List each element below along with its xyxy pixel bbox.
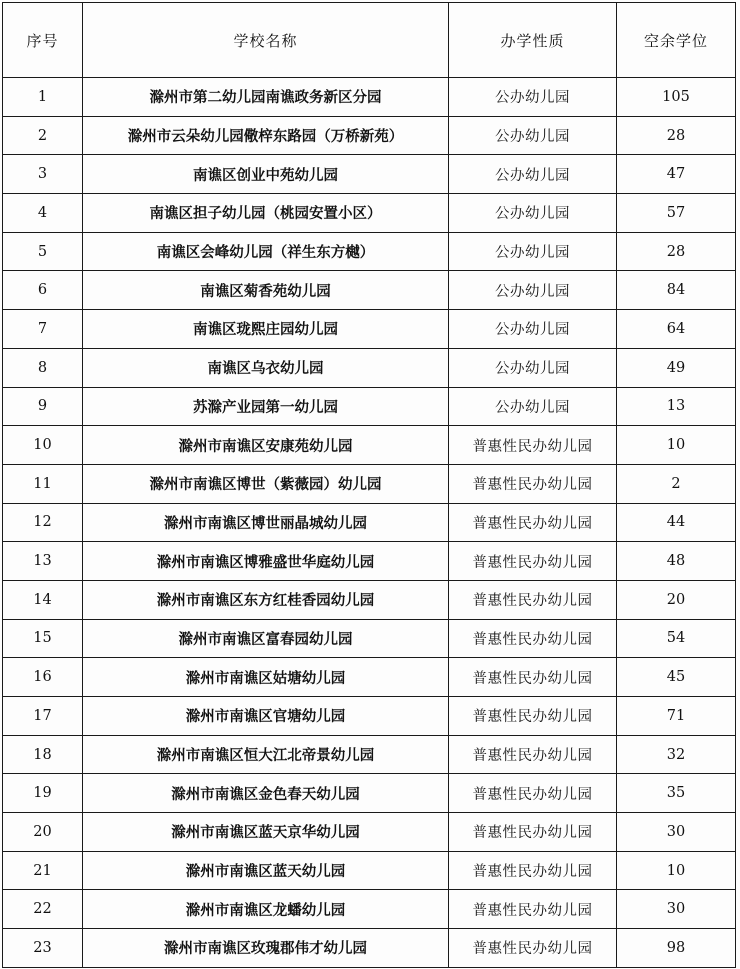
cell-serial-number: 16 bbox=[3, 658, 83, 697]
cell-serial-number: 15 bbox=[3, 619, 83, 658]
header-row bbox=[3, 3, 736, 78]
cell-school-type: 普惠性民办幼儿园 bbox=[449, 774, 617, 813]
cell-serial-number: 19 bbox=[3, 774, 83, 813]
cell-school-name: 南谯区乌衣幼儿园 bbox=[83, 348, 449, 387]
cell-serial-number: 21 bbox=[3, 851, 83, 890]
cell-school-type: 普惠性民办幼儿园 bbox=[449, 426, 617, 465]
table-body bbox=[3, 78, 736, 968]
cell-school-name: 滁州市南谯区官塘幼儿园 bbox=[83, 697, 449, 736]
cell-school-name: 滁州市第二幼儿园南谯政务新区分园 bbox=[83, 78, 449, 117]
cell-vacant-seats: 44 bbox=[617, 503, 736, 542]
table-row bbox=[3, 155, 736, 194]
cell-school-name: 滁州市南谯区恒大江北帝景幼儿园 bbox=[83, 735, 449, 774]
cell-vacant-seats: 2 bbox=[617, 464, 736, 503]
cell-school-type: 普惠性民办幼儿园 bbox=[449, 464, 617, 503]
cell-school-name: 南谯区会峰幼儿园（祥生东方樾） bbox=[83, 232, 449, 271]
cell-serial-number: 23 bbox=[3, 929, 83, 968]
table-row bbox=[3, 697, 736, 736]
cell-school-name: 滁州市南谯区安康苑幼儿园 bbox=[83, 426, 449, 465]
cell-school-type: 公办幼儿园 bbox=[449, 116, 617, 155]
cell-school-name: 南谯区创业中苑幼儿园 bbox=[83, 155, 449, 194]
cell-serial-number: 11 bbox=[3, 464, 83, 503]
cell-school-name: 滁州市南谯区博世（紫薇园）幼儿园 bbox=[83, 464, 449, 503]
header-serial-number: 序号 bbox=[3, 3, 83, 78]
cell-serial-number: 22 bbox=[3, 890, 83, 929]
cell-school-type: 公办幼儿园 bbox=[449, 348, 617, 387]
cell-serial-number: 14 bbox=[3, 580, 83, 619]
cell-serial-number: 9 bbox=[3, 387, 83, 426]
cell-vacant-seats: 10 bbox=[617, 426, 736, 465]
table-row bbox=[3, 194, 736, 233]
cell-school-name: 滁州市南谯区蓝天京华幼儿园 bbox=[83, 813, 449, 852]
cell-vacant-seats: 57 bbox=[617, 194, 736, 233]
table-row bbox=[3, 503, 736, 542]
cell-vacant-seats: 64 bbox=[617, 310, 736, 349]
cell-school-name: 南谯区担子幼儿园（桃园安置小区） bbox=[83, 194, 449, 233]
table-row bbox=[3, 851, 736, 890]
cell-school-type: 普惠性民办幼儿园 bbox=[449, 542, 617, 581]
cell-school-name: 滁州市南谯区姑塘幼儿园 bbox=[83, 658, 449, 697]
cell-school-type: 普惠性民办幼儿园 bbox=[449, 890, 617, 929]
cell-school-name: 滁州市南谯区博世丽晶城幼儿园 bbox=[83, 503, 449, 542]
cell-vacant-seats: 32 bbox=[617, 735, 736, 774]
table-row bbox=[3, 813, 736, 852]
cell-school-name: 滁州市南谯区东方红桂香园幼儿园 bbox=[83, 580, 449, 619]
cell-vacant-seats: 47 bbox=[617, 155, 736, 194]
header-vacant-seats: 空余学位 bbox=[617, 3, 736, 78]
cell-school-type: 普惠性民办幼儿园 bbox=[449, 697, 617, 736]
table-row bbox=[3, 78, 736, 117]
cell-school-name: 滁州市南谯区富春园幼儿园 bbox=[83, 619, 449, 658]
cell-vacant-seats: 48 bbox=[617, 542, 736, 581]
cell-vacant-seats: 71 bbox=[617, 697, 736, 736]
cell-serial-number: 13 bbox=[3, 542, 83, 581]
kindergarten-vacancy-table bbox=[2, 2, 736, 968]
cell-vacant-seats: 35 bbox=[617, 774, 736, 813]
cell-school-name: 南谯区菊香苑幼儿园 bbox=[83, 271, 449, 310]
table-row bbox=[3, 774, 736, 813]
table-row bbox=[3, 310, 736, 349]
cell-serial-number: 2 bbox=[3, 116, 83, 155]
cell-vacant-seats: 28 bbox=[617, 116, 736, 155]
cell-vacant-seats: 84 bbox=[617, 271, 736, 310]
cell-school-type: 公办幼儿园 bbox=[449, 271, 617, 310]
cell-school-name: 滁州市南谯区金色春天幼儿园 bbox=[83, 774, 449, 813]
table-row bbox=[3, 426, 736, 465]
table-row bbox=[3, 232, 736, 271]
cell-vacant-seats: 30 bbox=[617, 813, 736, 852]
cell-vacant-seats: 45 bbox=[617, 658, 736, 697]
header-school-type: 办学性质 bbox=[449, 3, 617, 78]
cell-vacant-seats: 98 bbox=[617, 929, 736, 968]
cell-vacant-seats: 49 bbox=[617, 348, 736, 387]
cell-school-type: 普惠性民办幼儿园 bbox=[449, 619, 617, 658]
cell-vacant-seats: 13 bbox=[617, 387, 736, 426]
cell-serial-number: 20 bbox=[3, 813, 83, 852]
cell-serial-number: 5 bbox=[3, 232, 83, 271]
cell-serial-number: 10 bbox=[3, 426, 83, 465]
cell-school-type: 普惠性民办幼儿园 bbox=[449, 813, 617, 852]
header-school-name: 学校名称 bbox=[83, 3, 449, 78]
cell-vacant-seats: 28 bbox=[617, 232, 736, 271]
cell-school-name: 南谯区珑熙庄园幼儿园 bbox=[83, 310, 449, 349]
table-row bbox=[3, 387, 736, 426]
cell-school-name: 苏滁产业园第一幼儿园 bbox=[83, 387, 449, 426]
cell-school-type: 公办幼儿园 bbox=[449, 78, 617, 117]
cell-vacant-seats: 10 bbox=[617, 851, 736, 890]
cell-school-type: 普惠性民办幼儿园 bbox=[449, 735, 617, 774]
cell-school-type: 普惠性民办幼儿园 bbox=[449, 851, 617, 890]
table-row bbox=[3, 580, 736, 619]
table-row bbox=[3, 890, 736, 929]
table-row bbox=[3, 271, 736, 310]
cell-serial-number: 4 bbox=[3, 194, 83, 233]
table-row bbox=[3, 619, 736, 658]
cell-school-type: 公办幼儿园 bbox=[449, 310, 617, 349]
cell-serial-number: 1 bbox=[3, 78, 83, 117]
cell-serial-number: 17 bbox=[3, 697, 83, 736]
cell-serial-number: 12 bbox=[3, 503, 83, 542]
cell-serial-number: 6 bbox=[3, 271, 83, 310]
cell-serial-number: 7 bbox=[3, 310, 83, 349]
cell-vacant-seats: 54 bbox=[617, 619, 736, 658]
table-row bbox=[3, 542, 736, 581]
table-row bbox=[3, 929, 736, 968]
table-row bbox=[3, 735, 736, 774]
cell-school-type: 普惠性民办幼儿园 bbox=[449, 580, 617, 619]
cell-school-name: 滁州市南谯区博雅盛世华庭幼儿园 bbox=[83, 542, 449, 581]
table-row bbox=[3, 464, 736, 503]
cell-school-type: 公办幼儿园 bbox=[449, 232, 617, 271]
cell-school-type: 公办幼儿园 bbox=[449, 194, 617, 233]
cell-school-type: 公办幼儿园 bbox=[449, 387, 617, 426]
cell-vacant-seats: 105 bbox=[617, 78, 736, 117]
table-row bbox=[3, 658, 736, 697]
cell-vacant-seats: 20 bbox=[617, 580, 736, 619]
table-row bbox=[3, 116, 736, 155]
cell-school-type: 普惠性民办幼儿园 bbox=[449, 503, 617, 542]
cell-school-name: 滁州市南谯区玫瑰郡伟才幼儿园 bbox=[83, 929, 449, 968]
cell-serial-number: 18 bbox=[3, 735, 83, 774]
table-row bbox=[3, 348, 736, 387]
table-header bbox=[3, 3, 736, 78]
cell-serial-number: 8 bbox=[3, 348, 83, 387]
cell-school-type: 普惠性民办幼儿园 bbox=[449, 658, 617, 697]
cell-school-name: 滁州市南谯区龙蟠幼儿园 bbox=[83, 890, 449, 929]
cell-serial-number: 3 bbox=[3, 155, 83, 194]
cell-school-type: 公办幼儿园 bbox=[449, 155, 617, 194]
cell-school-type: 普惠性民办幼儿园 bbox=[449, 929, 617, 968]
cell-school-name: 滁州市云朵幼儿园儆梓东路园（万桥新苑） bbox=[83, 116, 449, 155]
cell-school-name: 滁州市南谯区蓝天幼儿园 bbox=[83, 851, 449, 890]
cell-vacant-seats: 30 bbox=[617, 890, 736, 929]
